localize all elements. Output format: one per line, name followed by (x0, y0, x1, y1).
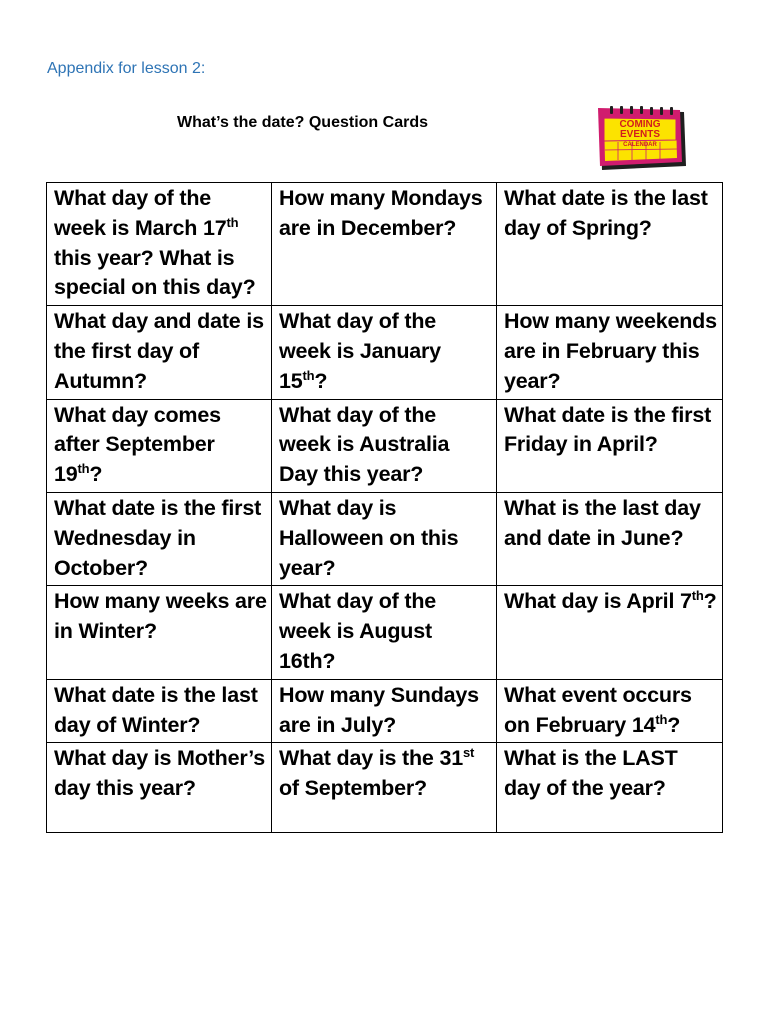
table-row (47, 679, 723, 743)
question-card: What date is the first Friday in April? (497, 399, 723, 492)
calendar-line-2: EVENTS (619, 129, 661, 140)
calendar-line-3: CALENDAR (623, 142, 657, 148)
question-card: What day of the week is January 15th? (272, 306, 497, 399)
question-card: What day of the week is Australia Day this year? (272, 399, 497, 492)
table-row (47, 306, 723, 399)
question-card: How many weekends are in February this year? (497, 306, 723, 399)
question-card: How many weeks are in Winter? (47, 586, 272, 679)
question-card: What date is the first Wednesday in October? (47, 492, 272, 585)
question-card: What day is Mother’s day this year? (47, 743, 272, 833)
question-card: What is the last day and date in June? (497, 492, 723, 585)
question-card: What day of the week is March 17th this year? What is special on this day? (47, 183, 272, 306)
question-card: What day comes after September 19th? (47, 399, 272, 492)
table-row (47, 183, 723, 306)
calendar-line-1: COMING (619, 119, 661, 130)
question-card: What day is Halloween on this year? (272, 492, 497, 585)
question-card: How many Mondays are in December? (272, 183, 497, 306)
question-card: What day is the 31st of September? (272, 743, 497, 833)
question-card: What event occurs on February 14th? (497, 679, 723, 743)
worksheet-subtitle: What’s the date? Question Cards (177, 114, 428, 131)
question-cards-table (46, 182, 723, 833)
table-row (47, 586, 723, 679)
question-card: What date is the last day of Winter? (47, 679, 272, 743)
question-card: What date is the last day of Spring? (497, 183, 723, 306)
question-card: What day and date is the first day of Autumn? (47, 306, 272, 399)
table-row (47, 743, 723, 833)
table-row (47, 492, 723, 585)
question-card: How many Sundays are in July? (272, 679, 497, 743)
question-card: What day is April 7th? (497, 586, 723, 679)
question-card: What is the LAST day of the year? (497, 743, 723, 833)
coming-events-calendar-icon (594, 106, 690, 174)
appendix-title: Appendix for lesson 2: (47, 60, 206, 77)
question-card: What day of the week is August 16th? (272, 586, 497, 679)
table-row (47, 399, 723, 492)
